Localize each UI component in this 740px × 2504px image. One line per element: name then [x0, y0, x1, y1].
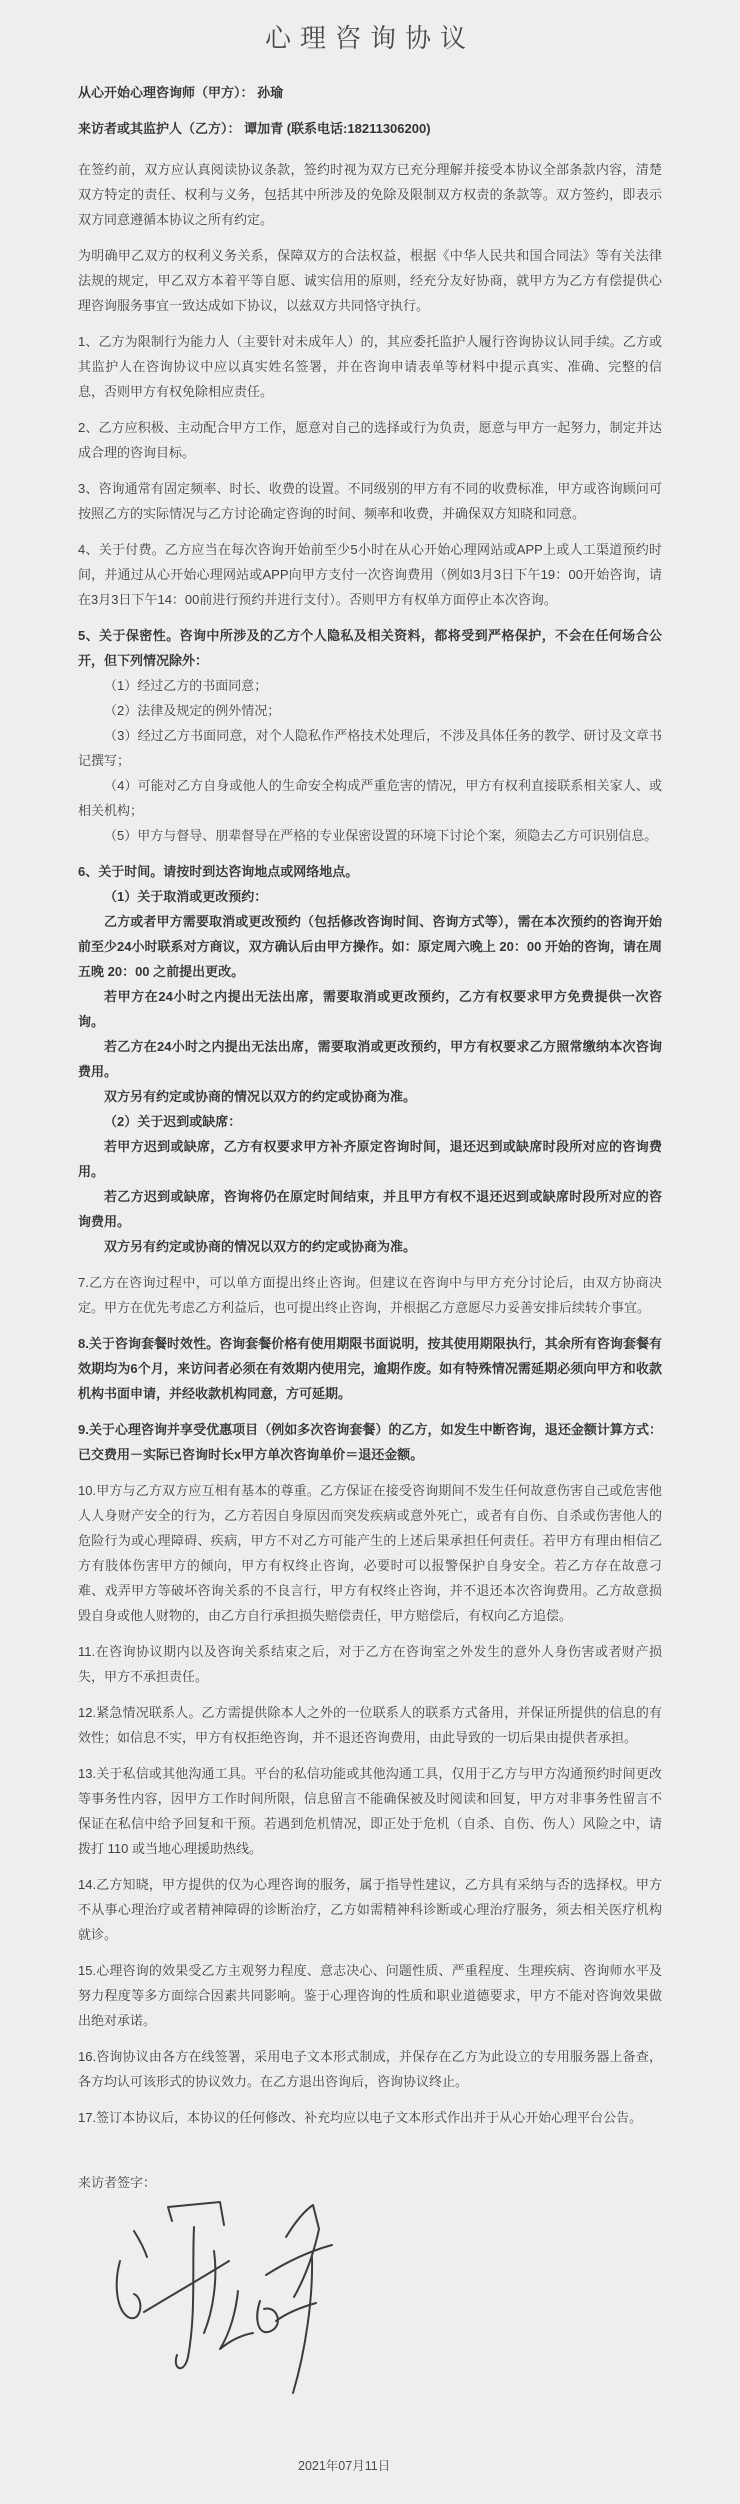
agreement-paragraph: 双方另有约定或协商的情况以双方的约定或协商为准。: [104, 1239, 417, 1254]
agreement-paragraph: 1、乙方为限制行为能力人（主要针对未成年人）的，其应委托监护人履行咨询协议认同手续。乙方或其监护人在咨询协议中应以真实姓名签署，并在咨询申请表单等材料中提示真实、准确、完整的信息，否则甲方有权免除相应责任。: [78, 334, 662, 399]
agreement-paragraph: 乙方或者甲方需要取消或更改预约（包括修改咨询时间、咨询方式等），需在本次预约的咨询开始前至少24小时联系对方商议，双方确认后由甲方操作。如：原定周六晚上 20：00 开始的咨询，请在周五晚 20：00 之前提出更改。: [78, 914, 662, 979]
agreement-paragraph: 若甲方在24小时之内提出无法出席，需要取消或更改预约，乙方有权要求甲方免费提供一次咨询。: [78, 989, 662, 1029]
agreement-paragraph: 5、关于保密性。咨询中所涉及的乙方个人隐私及相关资料，都将受到严格保护，不会在任何场合公开，但下列情况除外：: [78, 628, 662, 668]
agreement-paragraph: 12.紧急情况联系人。乙方需提供除本人之外的一位联系人的联系方式备用，并保证所提供的信息的有效性；如信息不实，甲方有权拒绝咨询，并不退还咨询费用，由此导致的一切后果由提供者承担。: [78, 1705, 662, 1745]
agreement-paragraph: 7.乙方在咨询过程中，可以单方面提出终止咨询。但建议在咨询中与甲方充分讨论后，由双方协商决定。甲方在优先考虑乙方利益后，也可提出终止咨询，并根据乙方意愿尽力妥善安排后续转介事宜。: [78, 1275, 662, 1315]
agreement-paragraph: 2、乙方应积极、主动配合甲方工作，愿意对自己的选择或行为负责，愿意与甲方一起努力，制定并达成合理的咨询目标。: [78, 420, 662, 460]
agreement-paragraph: （5）甲方与督导、朋辈督导在严格的专业保密设置的环境下讨论个案，须隐去乙方可识别信息。: [104, 828, 658, 843]
handwritten-signature-svg: [114, 2199, 346, 2401]
agreement-paragraph: （3）经过乙方书面同意，对个人隐私作严格技术处理后，不涉及具体任务的教学、研讨及文章书记撰写；: [78, 728, 662, 768]
agreement-paragraph: 16.咨询协议由各方在线签署，采用电子文本形式制成，并保存在乙方为此设立的专用服务器上备查，各方均认可该形式的协议效力。在乙方退出咨询后，咨询协议终止。: [78, 2049, 662, 2089]
agreement-paragraph: （2）法律及规定的例外情况；: [104, 703, 281, 718]
page-title: 心理咨询协议: [264, 23, 475, 53]
agreement-paragraph: 为明确甲乙双方的权利义务关系，保障双方的合法权益，根据《中华人民共和国合同法》等有关法律法规的规定，甲乙双方本着平等自愿、诚实信用的原则，经充分友好协商，就甲方为乙方有偿提供心理咨询服务事宜一致达成如下协议，以兹双方共同恪守执行。: [78, 248, 662, 313]
agreement-paragraph: 若甲方迟到或缺席，乙方有权要求甲方补齐原定咨询时间，退还迟到或缺席时段所对应的咨询费用。: [78, 1139, 662, 1179]
agreement-paragraph: 13.关于私信或其他沟通工具。平台的私信功能或其他沟通工具，仅用于乙方与甲方沟通预约时间更改等事务性内容，因甲方工作时间所限，信息留言不能确保被及时阅读和回复，甲方对非事务性留言不保证在私信中给予回复和干预。若遇到危机情况，即正处于危机（自杀、自伤、伤人）风险之中，请拨打 110 或当地心理援助热线。: [78, 1766, 662, 1856]
agreement-paragraph: 3、咨询通常有固定频率、时长、收费的设置。不同级别的甲方有不同的收费标准，甲方或咨询顾问可按照乙方的实际情况与乙方讨论确定咨询的时间、频率和收费，并确保双方知晓和同意。: [78, 481, 662, 521]
agreement-body: [78, 157, 662, 2130]
agreement-paragraph: （4）可能对乙方自身或他人的生命安全构成严重危害的情况，甲方有权利直接联系相关家人、或相关机构；: [78, 778, 662, 818]
party-a-line: 从心开始心理咨询师（甲方）： 孙瑜: [78, 85, 284, 100]
agreement-paragraph: 若乙方在24小时之内提出无法出席，需要取消或更改预约，甲方有权要求乙方照常缴纳本次咨询费用。: [78, 1039, 662, 1079]
agreement-paragraph: 6、关于时间。请按时到达咨询地点或网络地点。: [78, 864, 359, 879]
agreement-paragraph: 双方另有约定或协商的情况以双方的约定或协商为准。: [104, 1089, 417, 1104]
signature-image: [114, 2199, 346, 2401]
party-b-line: 来访者或其监护人（乙方）： 谭加青 (联系电话:18211306200): [78, 121, 431, 136]
agreement-paragraph: （1）关于取消或更改预约：: [104, 889, 268, 904]
signature-label: 来访者签字：: [78, 2175, 157, 2190]
agreement-paragraph: 10.甲方与乙方双方应互相有基本的尊重。乙方保证在接受咨询期间不发生任何故意伤害自己或危害他人人身财产安全的行为，乙方若因自身原因而突发疾病或意外死亡，或者有自伤、自杀或伤害他人的危险行为或心理障碍、疾病，甲方不对乙方可能产生的上述后果承担任何责任。若甲方有理由相信乙方有肢体伤害甲方的倾向，甲方有权终止咨询，必要时可以报警保护自身安全。若乙方存在故意刁难、戏弄甲方等破坏咨询关系的不良言行，甲方有权终止咨询，并不退还本次咨询费用。乙方故意损毁自身或他人财物的，由乙方自行承担损失赔偿责任，甲方赔偿后，有权向乙方追偿。: [78, 1483, 662, 1623]
agreement-paragraph: 4、关于付费。乙方应当在每次咨询开始前至少5小时在从心开始心理网站或APP上或人工渠道预约时间，并通过从心开始心理网站或APP向甲方支付一次咨询费用（例如3月3日下午19：00开始咨询，请在3月3日下午14：00前进行预约并进行支付）。否则甲方有权单方面停止本次咨询。: [78, 542, 662, 607]
agreement-paragraph: 若乙方迟到或缺席，咨询将仍在原定时间结束，并且甲方有权不退还迟到或缺席时段所对应的咨询费用。: [78, 1189, 662, 1229]
agreement-paragraph: 14.乙方知晓，甲方提供的仅为心理咨询的服务，属于指导性建议，乙方具有采纳与否的选择权。甲方不从事心理治疗或者精神障碍的诊断治疗，乙方如需精神科诊断或心理治疗服务，须去相关医疗机构就诊。: [78, 1877, 662, 1942]
agreement-paragraph: 17.签订本协议后，本协议的任何修改、补充均应以电子文本形式作出并于从心开始心理平台公告。: [78, 2110, 643, 2125]
agreement-paragraph: 在签约前，双方应认真阅读协议条款，签约时视为双方已充分理解并接受本协议全部条款内容，清楚双方特定的责任、权利与义务，包括其中所涉及的免除及限制双方权责的条款等。双方签约，即表示双方同意遵循本协议之所有约定。: [78, 162, 662, 227]
agreement-paragraph: 15.心理咨询的效果受乙方主观努力程度、意志决心、问题性质、严重程度、生理疾病、咨询师水平及努力程度等多方面综合因素共同影响。鉴于心理咨询的性质和职业道德要求，甲方不能对咨询效果做出绝对承诺。: [78, 1963, 662, 2028]
agreement-paragraph: （2）关于迟到或缺席：: [104, 1114, 242, 1129]
signature-date: 2021年07月11日: [298, 2459, 391, 2473]
agreement-paragraph: 9.关于心理咨询并享受优惠项目（例如多次咨询套餐）的乙方，如发生中断咨询，退还金额计算方式：已交费用－实际已咨询时长x甲方单次咨询单价＝退还金额。: [78, 1422, 662, 1462]
agreement-paragraph: （1）经过乙方的书面同意；: [104, 678, 268, 693]
agreement-paragraph: 8.关于咨询套餐时效性。咨询套餐价格有使用期限书面说明，按其使用期限执行，其余所有咨询套餐有效期均为6个月，来访问者必须在有效期内使用完，逾期作废。如有特殊情况需延期必须向甲方和收款机构书面申请，并经收款机构同意，方可延期。: [78, 1336, 662, 1401]
agreement-paragraph: 11.在咨询协议期内以及咨询关系结束之后，对于乙方在咨询室之外发生的意外人身伤害或者财产损失，甲方不承担责任。: [78, 1644, 662, 1684]
